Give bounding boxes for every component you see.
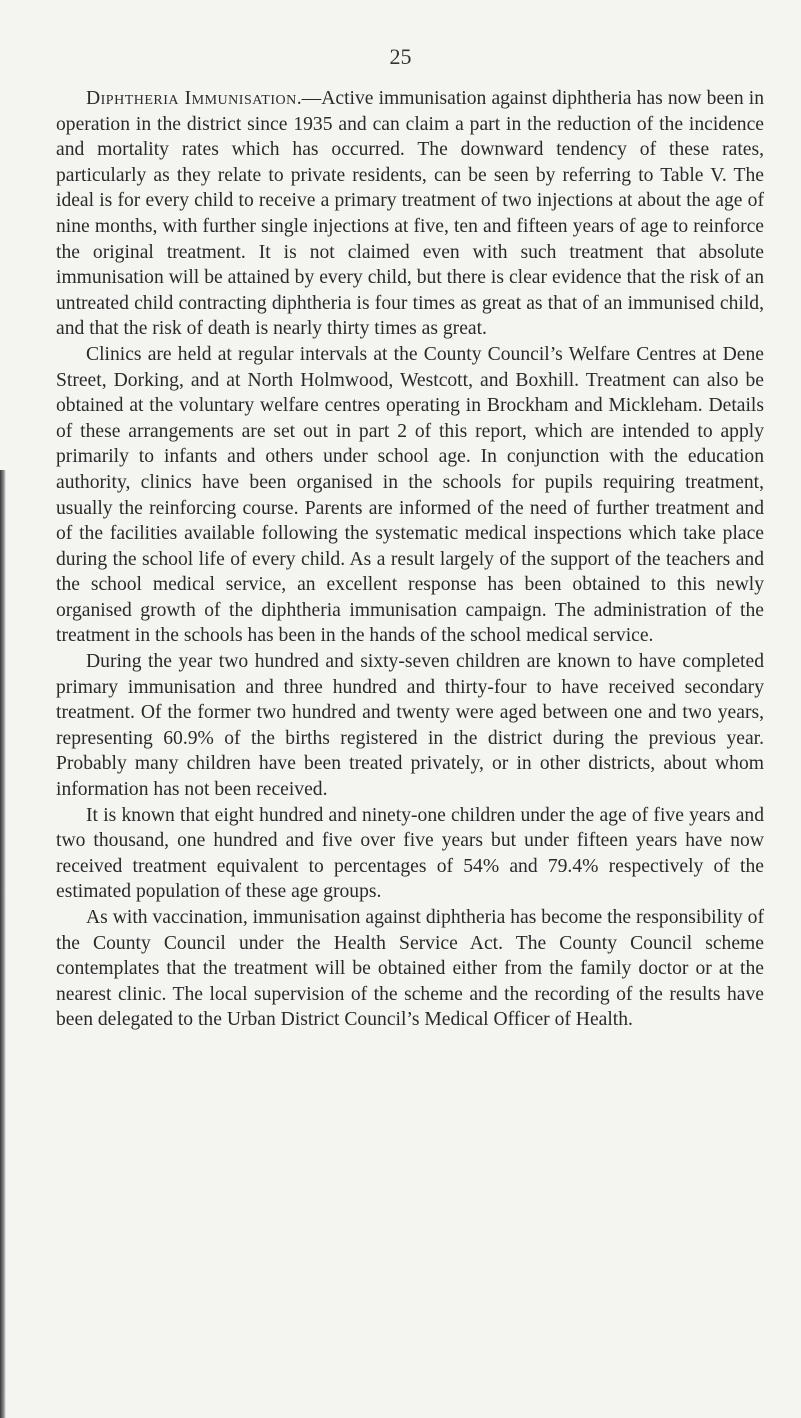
paragraph-year-statistics: During the year two hundred and sixty-seven children are known to have completed primary immunisation and three hundred and thirty-four to have received secondary treatment. Of the former two hundred and twenty were aged between one and two years, representing 60.9% of the births registered in the district during the previous year. Probably many children have been treated privately, or in other districts, about whom information has not been received.: [56, 651, 764, 801]
binding-edge-shadow: [0, 470, 6, 1418]
paragraph-percentages: It is known that eight hundred and ninety-one children under the age of five years and two thousand, one hundred and five over five years but under fifteen years have now received treatment equivalent to percentages of 54% and 79.4% respectively of the estimated population of these age groups.: [56, 804, 764, 903]
body-text: [56, 86, 764, 1033]
paragraph-text: Active immunisation against diphtheria has now been in operation in the district since 1935 and can claim a part in the reduction of the incidence and mortality rates which has occurred. The downward tendency of these rates, particularly as they relate to private residents, can be seen by referring to Table V. The ideal is for every child to receive a primary treatment of two injections at about the age of nine months, with further single injections at five, ten and fifteen years of age to reinforce the original treatment. It is not claimed even with such treatment that absolute immunisation will be attained by every child, but there is clear evidence that the risk of an untreated child contracting diphtheria is four times as great as that of an immunised child, and that the risk of death is nearly thirty times as great.: [56, 88, 765, 340]
paragraph-diphtheria-immunisation: [56, 86, 764, 342]
heading-separator: .—: [296, 88, 322, 109]
page-number: 25: [389, 44, 412, 69]
section-heading: Diphtheria Immunisation: [86, 88, 297, 109]
paragraph-clinics: Clinics are held at regular intervals at the County Council’s Welfare Centres at Dene Street, Dorking, and at North Holmwood, Westcott, and Boxhill. Treatment can also be obtained at the voluntary welfare centres operating in Brockham and Mickleham. Details of these arrangements are set out in part 2 of this report, which are intended to apply primarily to infants and others under school age. In conjunction with the education authority, clinics have been organised in the schools for pupils requiring treatment, usually the reinforcing course. Parents are informed of the need of further treatment and of the facilities available following the systematic medical inspections which take place during the school life of every child. As a result largely of the support of the teachers and the school medical service, an excellent response has been obtained to this newly organised growth of the diphtheria immunisation campaign. The administration of the treatment in the schools has been in the hands of the school medical service.: [56, 343, 764, 647]
paragraph-county-council: As with vaccination, immunisation against diphtheria has become the responsibility of the County Council under the Health Service Act. The County Council scheme contemplates that the treatment will be obtained either from the family doctor or at the nearest clinic. The local supervision of the scheme and the recording of the results have been delegated to the Urban District Council’s Medical Officer of Health.: [56, 907, 764, 1031]
